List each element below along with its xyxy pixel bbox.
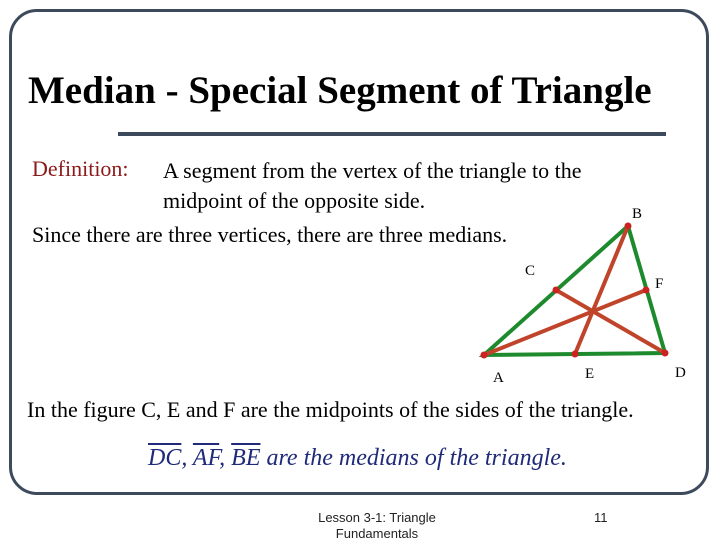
segment-dc: $\overline{DC}$ (148, 445, 182, 471)
point-b (625, 223, 632, 230)
label-f: F (655, 276, 664, 292)
point-c (553, 287, 560, 294)
point-a (481, 352, 488, 359)
median-be (575, 226, 628, 354)
figure-note: In the figure C, E and F are the midpoints of the sides of the triangle. (27, 397, 634, 422)
separator-1: , (181, 445, 188, 471)
footer-page-number: 11 (594, 510, 608, 525)
label-d: D (675, 365, 686, 381)
slide-title: Median - Special Segment of Triangle (28, 69, 652, 112)
segment-be: $\overline{BE}$ (231, 445, 261, 471)
point-f (643, 287, 650, 294)
footer-lesson: Lesson 3-1: Triangle Fundamentals (318, 510, 436, 541)
label-b: B (632, 206, 643, 222)
segment-af: $\overline{AF}$ (192, 445, 220, 471)
label-c: C (525, 263, 536, 279)
definition-text: A segment from the vertex of the triangle to the midpoint of the opposite side. (163, 158, 582, 213)
label-a: A (493, 370, 504, 386)
separator-2: , (219, 445, 226, 471)
point-e (572, 351, 579, 358)
label-e: E (585, 366, 595, 382)
medians-statement (148, 445, 567, 472)
median-af (484, 290, 646, 355)
since-text: Since there are three vertices, there are three medians. (32, 222, 508, 247)
medians-rest: are the medians of the triangle. (266, 445, 567, 471)
definition-label: Definition: (32, 156, 129, 181)
point-d (662, 350, 669, 357)
